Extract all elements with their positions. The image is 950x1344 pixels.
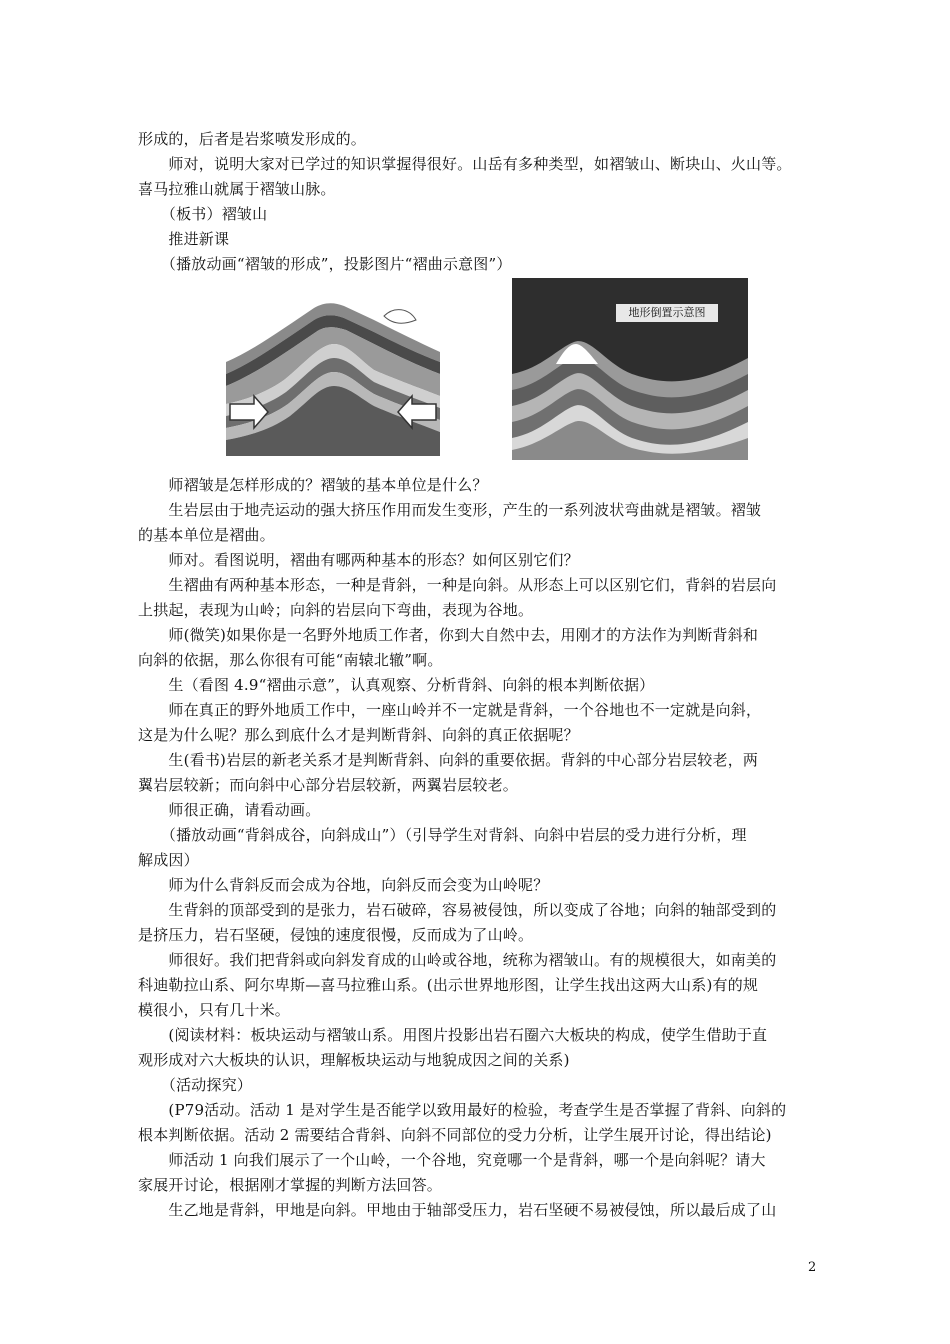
text-line: (P79活动。活动 1 是对学生是否能学以致用最好的检验，考查学生是否掌握了背斜、向斜的 bbox=[138, 1101, 787, 1119]
text-line: 是挤压力，岩石坚硬，侵蚀的速度很慢，反而成为了山岭。 bbox=[138, 926, 534, 944]
inverted-terrain-label: 地形倒置示意图 bbox=[616, 304, 718, 322]
text-line: 家展开讨论，根据刚才掌握的判断方法回答。 bbox=[138, 1176, 443, 1194]
text-line: 生褶曲有两种基本形态，一种是背斜，一种是向斜。从形态上可以区别它们，背斜的岩层向 bbox=[138, 576, 777, 594]
text-line: 师褶皱是怎样形成的？褶皱的基本单位是什么？ bbox=[138, 476, 488, 494]
text-line: 模很小，只有几十米。 bbox=[138, 1001, 291, 1019]
text-line: 形成的，后者是岩浆喷发形成的。 bbox=[138, 130, 367, 148]
fold-block-diagram bbox=[224, 300, 442, 458]
text-line: 师很正确，请看动画。 bbox=[138, 801, 321, 819]
text-line: 的基本单位是褶曲。 bbox=[138, 526, 275, 544]
text-line: （播放动画“褶皱的形成”，投影图片“褶曲示意图”） bbox=[138, 255, 512, 273]
text-line: (阅读材料：板块运动与褶皱山系。用图片投影出岩石圈六大板块的构成，使学生借助于直 bbox=[138, 1026, 768, 1044]
text-line: （板书）褶皱山 bbox=[138, 205, 268, 223]
text-line: 师很好。我们把背斜或向斜发育成的山岭或谷地，统称为褶皱山。有的规模很大，如南美的 bbox=[138, 951, 777, 969]
text-line: 生(看书)岩层的新老关系才是判断背斜、向斜的重要依据。背斜的中心部分岩层较老，两 bbox=[138, 751, 759, 769]
text-line: 生（看图 4.9“褶曲示意”，认真观察、分析背斜、向斜的根本判断依据） bbox=[138, 676, 655, 694]
text-line: 翼岩层较新；而向斜中心部分岩层较新，两翼岩层较老。 bbox=[138, 776, 519, 794]
inverted-terrain-diagram bbox=[512, 278, 748, 460]
text-line: 生背斜的顶部受到的是张力，岩石破碎，容易被侵蚀，所以变成了谷地；向斜的轴部受到的 bbox=[138, 901, 777, 919]
text-line: 师对。看图说明，褶曲有哪两种基本的形态？如何区别它们？ bbox=[138, 551, 579, 569]
text-line: 生乙地是背斜，甲地是向斜。甲地由于轴部受压力，岩石坚硬不易被侵蚀，所以最后成了山 bbox=[138, 1201, 777, 1219]
text-line: 师为什么背斜反而会成为谷地，向斜反而会变为山岭呢？ bbox=[138, 876, 549, 894]
text-line: 观形成对六大板块的认识，理解板块运动与地貌成因之间的关系) bbox=[138, 1051, 570, 1069]
text-line: （活动探究） bbox=[138, 1076, 253, 1094]
text-line: （播放动画“背斜成谷，向斜成山”）（引导学生对背斜、向斜中岩层的受力进行分析，理 bbox=[138, 826, 747, 844]
text-line: 师对，说明大家对已学过的知识掌握得很好。山岳有多种类型，如褶皱山、断块山、火山等。 bbox=[138, 155, 792, 173]
text-line: 上拱起，表现为山岭；向斜的岩层向下弯曲，表现为谷地。 bbox=[138, 601, 534, 619]
text-line: 师(微笑)如果你是一名野外地质工作者，你到大自然中去，用刚才的方法作为判断背斜和 bbox=[138, 626, 759, 644]
text-line: 解成因） bbox=[138, 851, 199, 869]
text-line: 根本判断依据。活动 2 需要结合背斜、向斜不同部位的受力分析，让学生展开讨论，得出结论) bbox=[138, 1126, 772, 1144]
text-line: 喜马拉雅山就属于褶皱山脉。 bbox=[138, 180, 336, 198]
text-line: 生岩层由于地壳运动的强大挤压作用而发生变形，产生的一系列波状弯曲就是褶皱。褶皱 bbox=[138, 501, 762, 519]
page-number: 2 bbox=[808, 1260, 817, 1275]
text-line: 师活动 1 向我们展示了一个山岭，一个谷地，究竟哪一个是背斜，哪一个是向斜呢？请大 bbox=[138, 1151, 766, 1169]
text-line: 师在真正的野外地质工作中，一座山岭并不一定就是背斜，一个谷地也不一定就是向斜， bbox=[138, 701, 762, 719]
text-line: 推进新课 bbox=[138, 230, 230, 248]
text-line: 科迪勒拉山系、阿尔卑斯—喜马拉雅山系。(出示世界地形图，让学生找出这两大山系)有的规 bbox=[138, 976, 759, 994]
text-line: 这是为什么呢？那么到底什么才是判断背斜、向斜的真正依据呢？ bbox=[138, 726, 579, 744]
text-line: 向斜的依据，那么你很有可能“南辕北辙”啊。 bbox=[138, 651, 443, 669]
